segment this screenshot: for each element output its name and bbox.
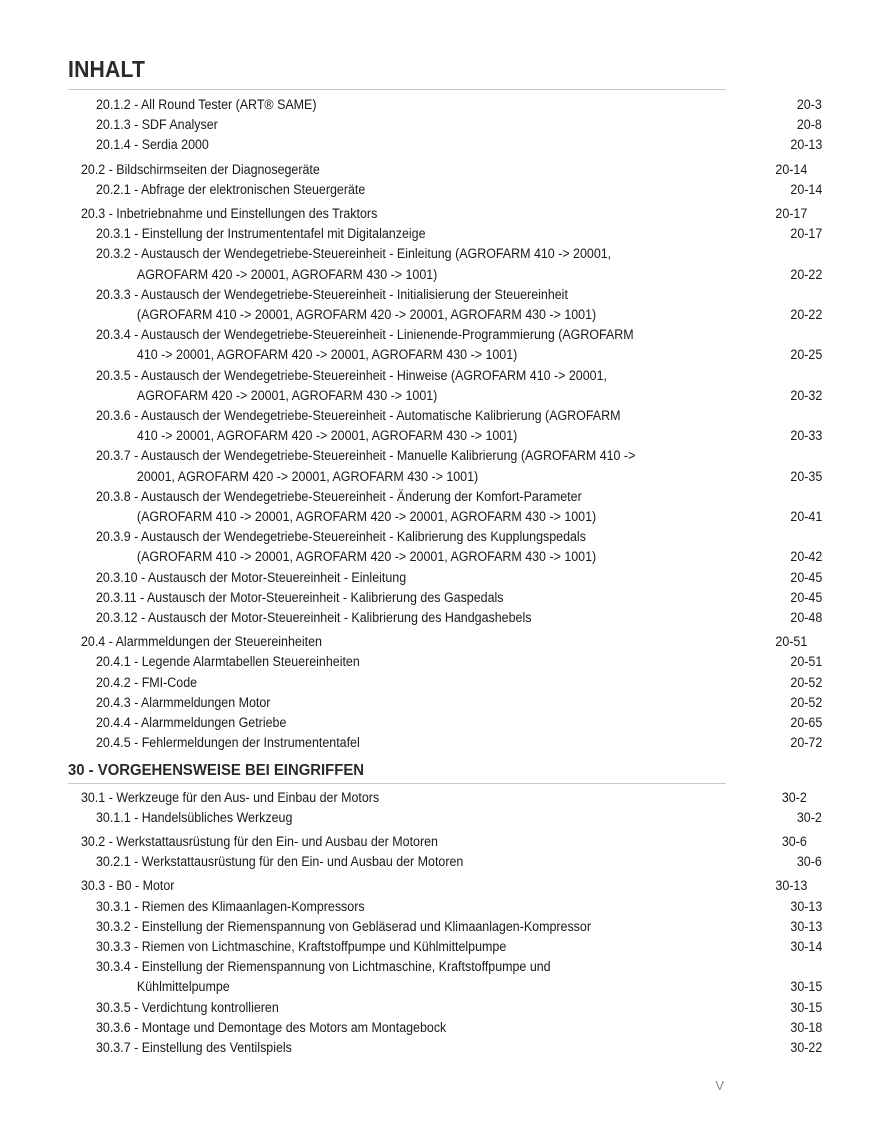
toc-subsection-entry[interactable]: [0, 852, 890, 872]
toc-entry-title: 20.3.2 - Austausch der Wendegetriebe-Steuereinheit - Einleitung (AGROFARM 410 -> 20001,: [96, 246, 612, 262]
table-of-contents: [0, 95, 822, 1058]
toc-subsection-entry[interactable]: [0, 568, 890, 588]
toc-entry-page: 20-22: [790, 266, 822, 282]
toc-entry-title: 20.3 - Inbetriebnahme und Einstellungen des Traktors: [81, 206, 378, 222]
toc-entry-page: 20-51: [790, 654, 822, 670]
toc-entry-page: 20-42: [790, 549, 822, 565]
toc-entry-page: 30-6: [797, 854, 822, 870]
page-number: V: [715, 1078, 724, 1093]
toc-entry-title-continued: (AGROFARM 410 -> 20001, AGROFARM 420 -> 20001, AGROFARM 430 -> 1001): [136, 307, 597, 323]
toc-entry-page: 20-45: [790, 569, 822, 585]
toc-entry-title-continued: 20001, AGROFARM 420 -> 20001, AGROFARM 430 -> 1001): [136, 468, 479, 484]
chapter-heading: [68, 760, 726, 784]
toc-entry-title: 20.2.1 - Abfrage der elektronischen Steuergeräte: [96, 181, 366, 197]
toc-entry-page: 30-15: [790, 999, 822, 1015]
toc-entry-title: 20.3.11 - Austausch der Motor-Steuereinheit - Kalibrierung des Gaspedals: [96, 589, 504, 605]
toc-entry-page: 30-6: [782, 833, 807, 849]
toc-entry-title: 30.1.1 - Handelsübliches Werkzeug: [96, 809, 293, 825]
toc-section-entry[interactable]: [0, 788, 875, 808]
toc-subsection-entry[interactable]: [0, 608, 890, 628]
toc-subsection-entry[interactable]: [0, 406, 890, 446]
toc-entry-title-continued: AGROFARM 420 -> 20001, AGROFARM 430 -> 1001): [136, 387, 438, 403]
toc-subsection-entry[interactable]: [0, 897, 890, 917]
toc-entry-page: 20-22: [790, 307, 822, 323]
toc-entry-page: 20-35: [790, 468, 822, 484]
toc-subsection-entry[interactable]: [0, 808, 890, 828]
toc-entry-title: 30.3.1 - Riemen des Klimaanlagen-Kompressors: [96, 898, 365, 914]
toc-entry-title: 20.3.5 - Austausch der Wendegetriebe-Steuereinheit - Hinweise (AGROFARM 410 -> 20001,: [96, 367, 607, 383]
toc-entry-page: 20-3: [797, 97, 822, 112]
toc-subsection-entry[interactable]: [0, 224, 890, 244]
toc-entry-title: 20.1.4 - Serdia 2000: [96, 137, 209, 153]
toc-entry-title: 20.3.12 - Austausch der Motor-Steuereinheit - Kalibrierung des Handgashebels: [96, 610, 532, 626]
toc-subsection-entry[interactable]: [0, 244, 890, 284]
toc-subsection-entry[interactable]: [0, 937, 890, 957]
toc-section-entry[interactable]: [0, 632, 875, 652]
toc-entry-title: 20.4.5 - Fehlermeldungen der Instrumententafel: [96, 735, 360, 751]
toc-entry-page: 30-15: [790, 979, 822, 995]
toc-entry-title-continued: (AGROFARM 410 -> 20001, AGROFARM 420 -> 20001, AGROFARM 430 -> 1001): [136, 549, 597, 565]
toc-entry-page: 30-14: [790, 938, 822, 954]
toc-entry-page: 20-33: [790, 428, 822, 444]
toc-entry-page: 20-17: [775, 206, 807, 222]
toc-entry-page: 20-8: [797, 117, 822, 133]
toc-subsection-entry[interactable]: [0, 325, 890, 365]
toc-entry-title: 30.3 - B0 - Motor: [81, 878, 175, 894]
toc-entry-page: 20-25: [790, 347, 822, 363]
toc-entry-title: 30.1 - Werkzeuge für den Aus- und Einbau der Motors: [81, 789, 380, 805]
toc-section-entry[interactable]: [0, 160, 875, 180]
toc-entry-title: 20.2 - Bildschirmseiten der Diagnosegeräte: [81, 161, 320, 177]
toc-entry-page: 20-45: [790, 589, 822, 605]
toc-entry-title-continued: 410 -> 20001, AGROFARM 420 -> 20001, AGROFARM 430 -> 1001): [136, 428, 518, 444]
toc-entry-title-continued: 410 -> 20001, AGROFARM 420 -> 20001, AGROFARM 430 -> 1001): [136, 347, 518, 363]
toc-subsection-entry[interactable]: [0, 487, 890, 527]
toc-subsection-entry[interactable]: [0, 366, 890, 406]
toc-subsection-entry[interactable]: [0, 713, 890, 733]
toc-entry-page: 20-65: [790, 715, 822, 731]
toc-entry-page: 20-72: [790, 735, 822, 751]
toc-subsection-entry[interactable]: [0, 1038, 890, 1058]
toc-entry-title: 20.4.2 - FMI-Code: [96, 674, 198, 690]
toc-subsection-entry[interactable]: [0, 588, 890, 608]
toc-entry-page: 20-52: [790, 674, 822, 690]
toc-entry-page: 30-18: [790, 1019, 822, 1035]
chapter-heading-text: 30 - VORGEHENSWEISE BEI EINGRIFFEN: [68, 761, 365, 779]
toc-subsection-entry[interactable]: [0, 446, 890, 486]
toc-entry-page: 20-32: [790, 387, 822, 403]
toc-subsection-entry[interactable]: [0, 527, 890, 567]
toc-entry-title: 30.3.5 - Verdichtung kontrollieren: [96, 999, 279, 1015]
toc-entry-title: 20.3.3 - Austausch der Wendegetriebe-Steuereinheit - Initialisierung der Steuereinheit: [96, 286, 568, 302]
toc-entry-page: 20-48: [790, 610, 822, 626]
toc-subsection-entry[interactable]: [0, 673, 890, 693]
toc-subsection-entry[interactable]: [0, 998, 890, 1018]
toc-entry-page: 30-22: [790, 1039, 822, 1055]
title-divider: [68, 89, 726, 90]
toc-entry-page: 30-13: [790, 918, 822, 934]
toc-entry-title: 20.4 - Alarmmeldungen der Steuereinheiten: [81, 634, 322, 650]
toc-subsection-entry[interactable]: [0, 917, 890, 937]
toc-entry-title-continued: (AGROFARM 410 -> 20001, AGROFARM 420 -> 20001, AGROFARM 430 -> 1001): [136, 509, 597, 525]
toc-subsection-entry[interactable]: [0, 285, 890, 325]
toc-subsection-entry[interactable]: [0, 180, 890, 200]
toc-entry-title: 20.3.6 - Austausch der Wendegetriebe-Steuereinheit - Automatische Kalibrierung (AGROFARM: [96, 408, 621, 424]
toc-entry-title: 20.3.10 - Austausch der Motor-Steuereinheit - Einleitung: [96, 569, 407, 585]
toc-entry-title: 20.4.1 - Legende Alarmtabellen Steuereinheiten: [96, 654, 360, 670]
toc-entry-title: 20.3.1 - Einstellung der Instrumententafel mit Digitalanzeige: [96, 226, 426, 242]
toc-entry-title: 30.3.6 - Montage und Demontage des Motors am Montagebock: [96, 1019, 447, 1035]
toc-entry-title: 20.3.7 - Austausch der Wendegetriebe-Steuereinheit - Manuelle Kalibrierung (AGROFARM 410 ->: [96, 448, 636, 464]
toc-entry-page: 20-14: [790, 181, 822, 197]
toc-entry-title: 20.4.3 - Alarmmeldungen Motor: [96, 694, 271, 710]
toc-subsection-entry[interactable]: [0, 1018, 890, 1038]
toc-subsection-entry[interactable]: [0, 652, 890, 672]
toc-section-entry[interactable]: [0, 832, 875, 852]
toc-entry-title: 30.3.4 - Einstellung der Riemenspannung von Lichtmaschine, Kraftstoffpumpe und: [96, 959, 551, 975]
toc-entry-page: 20-41: [790, 509, 822, 525]
toc-entry-title: 20.1.3 - SDF Analyser: [96, 117, 218, 133]
toc-entry-title: 30.3.2 - Einstellung der Riemenspannung von Gebläserad und Klimaanlagen-Kompressor: [96, 918, 591, 934]
toc-entry-page: 20-52: [790, 694, 822, 710]
toc-entry-page: 20-13: [790, 137, 822, 153]
page-title: INHALT: [68, 56, 146, 82]
toc-entry-title: 30.2 - Werkstattausrüstung für den Ein- und Ausbau der Motoren: [81, 833, 438, 849]
toc-section-entry[interactable]: [0, 204, 875, 224]
toc-entry-title: 20.3.9 - Austausch der Wendegetriebe-Steuereinheit - Kalibrierung des Kupplungspedals: [96, 529, 586, 545]
toc-entry-page: 20-14: [775, 161, 807, 177]
toc-entry-page: 20-51: [775, 634, 807, 650]
toc-section-entry[interactable]: [0, 876, 875, 896]
toc-entry-title: 20.1.2 - All Round Tester (ART® SAME): [96, 97, 317, 112]
toc-entry-page: 30-13: [775, 878, 807, 894]
toc-entry-page: 30-13: [790, 898, 822, 914]
toc-subsection-entry[interactable]: [0, 693, 890, 713]
toc-entry-title-continued: Kühlmittelpumpe: [136, 979, 230, 995]
toc-entry-title-continued: AGROFARM 420 -> 20001, AGROFARM 430 -> 1001): [136, 266, 438, 282]
toc-subsection-entry[interactable]: [0, 957, 890, 997]
toc-entry-title: 30.3.3 - Riemen von Lichtmaschine, Kraftstoffpumpe und Kühlmittelpumpe: [96, 938, 507, 954]
toc-subsection-entry[interactable]: [0, 95, 890, 115]
toc-entry-title: 30.3.7 - Einstellung des Ventilspiels: [96, 1039, 292, 1055]
toc-subsection-entry[interactable]: [0, 115, 890, 135]
toc-entry-page: 30-2: [797, 809, 822, 825]
toc-entry-title: 30.2.1 - Werkstattausrüstung für den Ein- und Ausbau der Motoren: [96, 854, 464, 870]
toc-subsection-entry[interactable]: [0, 733, 890, 753]
toc-entry-title: 20.4.4 - Alarmmeldungen Getriebe: [96, 715, 287, 731]
toc-entry-page: 20-17: [790, 226, 822, 242]
toc-entry-page: 30-2: [782, 789, 807, 805]
toc-entry-title: 20.3.8 - Austausch der Wendegetriebe-Steuereinheit - Änderung der Komfort-Parameter: [96, 488, 582, 504]
toc-subsection-entry[interactable]: [0, 135, 890, 155]
toc-entry-title: 20.3.4 - Austausch der Wendegetriebe-Steuereinheit - Linienende-Programmierung (AGROFARM: [96, 327, 634, 343]
